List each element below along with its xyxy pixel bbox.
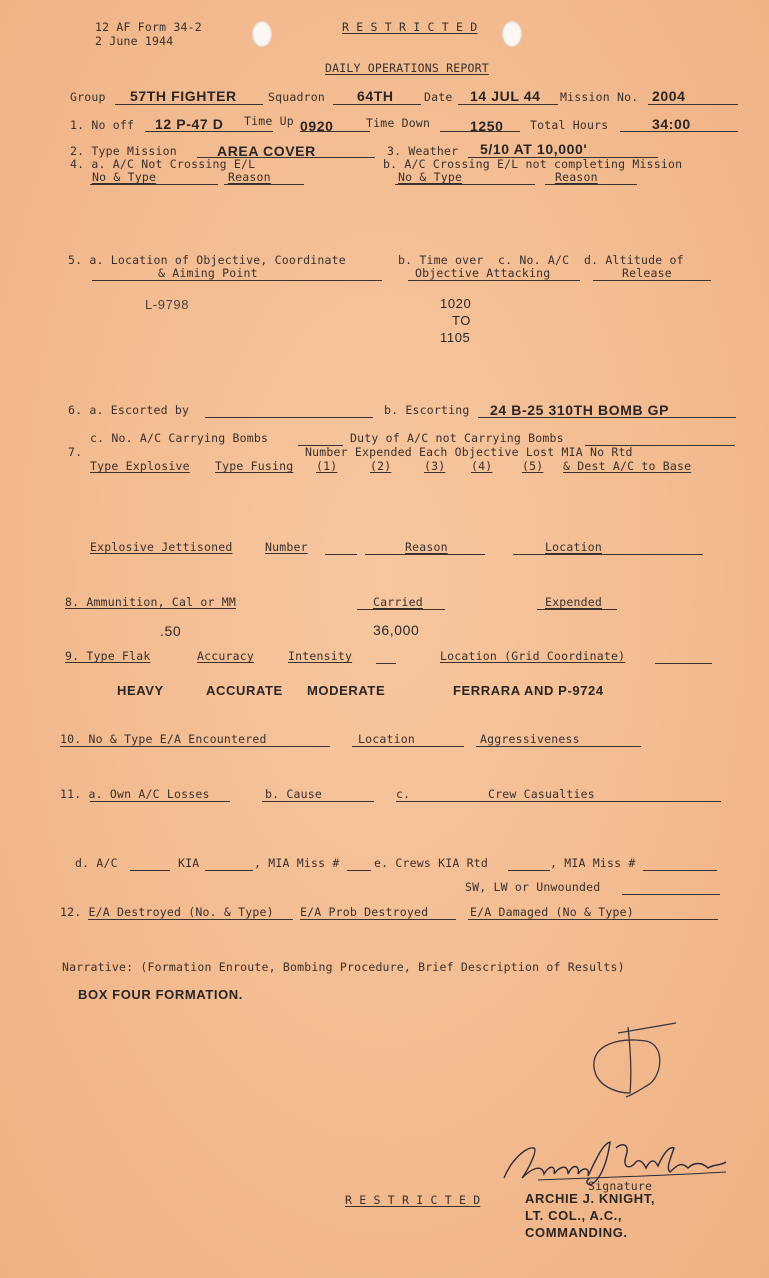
aiming-point-label: & Aiming Point bbox=[158, 266, 258, 280]
punch-hole-left bbox=[252, 21, 272, 47]
handwritten-initial-mark bbox=[588, 1015, 698, 1110]
weather-label: 3. Weather bbox=[387, 144, 459, 158]
objective-3-label: (3) bbox=[424, 459, 446, 473]
time-over-end: 1105 bbox=[440, 330, 471, 345]
narrative-value: BOX FOUR FORMATION. bbox=[78, 987, 243, 1002]
objective-1-label: (1) bbox=[316, 459, 338, 473]
crews-kia-label: e. Crews KIA Rtd bbox=[374, 856, 488, 870]
signature-label: Signature bbox=[588, 1179, 653, 1193]
no-type-label-2: No & Type bbox=[398, 170, 463, 184]
jettison-number-label: Number bbox=[265, 540, 308, 554]
time-over-start: 1020 bbox=[440, 296, 472, 311]
objective-4-label: (4) bbox=[471, 459, 493, 473]
classification-header: R E S T R I C T E D bbox=[342, 20, 478, 34]
ammunition-caliber-value: .50 bbox=[160, 623, 182, 639]
ac-crossing-label: b. A/C Crossing E/L not completing Mission bbox=[383, 157, 683, 171]
classification-footer: R E S T R I C T E D bbox=[345, 1193, 481, 1207]
narrative-label: Narrative: (Formation Enroute, Bombing Procedure, Brief Description of Results) bbox=[62, 960, 625, 974]
item-11c-label: c. bbox=[396, 787, 411, 801]
ea-destroyed-label: 12. E/A Destroyed (No. & Type) bbox=[60, 905, 274, 919]
release-label: Release bbox=[622, 266, 672, 280]
flak-location-label: Location (Grid Coordinate) bbox=[440, 649, 626, 663]
no-ac-label: c. No. A/C bbox=[498, 253, 570, 267]
type-fusing-label: Type Fusing bbox=[215, 459, 294, 473]
flak-type-value: HEAVY bbox=[117, 683, 164, 698]
ea-prob-destroyed-label: E/A Prob Destroyed bbox=[300, 905, 429, 919]
flak-intensity-value: MODERATE bbox=[307, 683, 386, 698]
ammunition-expended-label: Expended bbox=[545, 595, 602, 609]
jettison-reason-label: Reason bbox=[405, 540, 448, 554]
ea-aggressiveness-label: Aggressiveness bbox=[480, 732, 580, 746]
date-value: 14 JUL 44 bbox=[470, 88, 541, 104]
objective-5-label: (5) bbox=[522, 459, 544, 473]
escorting-label: b. Escorting bbox=[384, 403, 470, 417]
ac-kia-label: d. A/C bbox=[75, 856, 118, 870]
objective-location-value: L-9798 bbox=[145, 297, 190, 312]
ac-not-crossing-label: 4. a. A/C Not Crossing E/L bbox=[70, 157, 256, 171]
flak-intensity-label: Intensity bbox=[288, 649, 353, 663]
ea-damaged-label: E/A Damaged (No & Type) bbox=[470, 905, 634, 919]
squadron-value: 64TH bbox=[357, 88, 394, 104]
ammunition-carried-value: 36,000 bbox=[373, 622, 420, 638]
form-date: 2 June 1944 bbox=[95, 34, 174, 48]
no-type-label-1: No & Type bbox=[92, 170, 157, 184]
duty-label: Duty of A/C not Carrying Bombs bbox=[350, 431, 564, 445]
time-over-label: b. Time over bbox=[398, 253, 484, 267]
time-over-to: TO bbox=[452, 313, 472, 328]
own-losses-label: 11. a. Own A/C Losses bbox=[60, 787, 210, 801]
dest-ac-to-base-label: & Dest A/C to Base bbox=[563, 459, 692, 473]
ammunition-label: 8. Ammunition, Cal or MM bbox=[65, 595, 236, 609]
signer-title: COMMANDING. bbox=[525, 1225, 628, 1240]
total-hours-value: 34:00 bbox=[652, 116, 691, 132]
loss-cause-label: b. Cause bbox=[265, 787, 322, 801]
crew-casualties-label: Crew Casualties bbox=[488, 787, 595, 801]
time-down-label: Time Down bbox=[366, 116, 431, 130]
form-number: 12 AF Form 34-2 bbox=[95, 20, 202, 34]
objective-attacking-label: Objective Attacking bbox=[415, 266, 551, 280]
objective-location-label: 5. a. Location of Objective, Coordinate bbox=[68, 253, 346, 267]
date-label: Date bbox=[424, 90, 453, 104]
reason-label-2: Reason bbox=[555, 170, 598, 184]
signer-name: ARCHIE J. KNIGHT, bbox=[525, 1191, 656, 1206]
item-7-number: 7. bbox=[68, 445, 83, 459]
time-down-value: 1250 bbox=[470, 118, 504, 134]
flak-accuracy-label: Accuracy bbox=[197, 649, 254, 663]
punch-hole-right bbox=[502, 21, 522, 47]
ea-location-label: Location bbox=[358, 732, 415, 746]
weather-value: 5/10 AT 10,000' bbox=[480, 141, 588, 157]
squadron-label: Squadron bbox=[268, 90, 325, 104]
no-off-value: 12 P-47 D bbox=[155, 116, 224, 132]
ammunition-carried-label: Carried bbox=[373, 595, 423, 609]
ac-carrying-bombs-label: c. No. A/C Carrying Bombs bbox=[90, 431, 269, 445]
total-hours-label: Total Hours bbox=[530, 118, 609, 132]
signer-rank: LT. COL., A.C., bbox=[525, 1208, 623, 1223]
type-mission-label: 2. Type Mission bbox=[70, 144, 177, 158]
flak-location-value: FERRARA AND P-9724 bbox=[453, 683, 604, 698]
sw-lw-unwounded-label: SW, LW or Unwounded bbox=[465, 880, 601, 894]
reason-label-1: Reason bbox=[228, 170, 271, 184]
altitude-label: d. Altitude of bbox=[584, 253, 684, 267]
escorting-value: 24 B-25 310TH BOMB GP bbox=[490, 402, 670, 418]
mission-value: 2004 bbox=[652, 88, 686, 104]
report-title: DAILY OPERATIONS REPORT bbox=[325, 61, 489, 75]
type-mission-value: AREA COVER bbox=[217, 143, 316, 159]
type-flak-label: 9. Type Flak bbox=[65, 649, 151, 663]
type-explosive-label: Type Explosive bbox=[90, 459, 190, 473]
ea-encountered-label: 10. No & Type E/A Encountered bbox=[60, 732, 267, 746]
time-up-label: Time Up bbox=[244, 114, 294, 128]
explosive-jettisoned-label: Explosive Jettisoned bbox=[90, 540, 233, 554]
flak-accuracy-value: ACCURATE bbox=[206, 683, 283, 698]
escorted-by-label: 6. a. Escorted by bbox=[68, 403, 190, 417]
crews-mia-miss-label: , MIA Miss # bbox=[550, 856, 636, 870]
objective-2-label: (2) bbox=[370, 459, 392, 473]
ac-mia-miss-label: , MIA Miss # bbox=[254, 856, 340, 870]
group-label: Group bbox=[70, 90, 106, 104]
time-up-value: 0920 bbox=[300, 118, 334, 134]
ac-kia-field: KIA bbox=[178, 856, 200, 870]
group-value: 57TH FIGHTER bbox=[130, 88, 237, 104]
mission-label: Mission No. bbox=[560, 90, 639, 104]
bombs-expended-heading: Number Expended Each Objective Lost MIA No Rtd bbox=[305, 445, 633, 459]
no-off-label: 1. No off bbox=[70, 118, 135, 132]
jettison-location-label: Location bbox=[545, 540, 602, 554]
